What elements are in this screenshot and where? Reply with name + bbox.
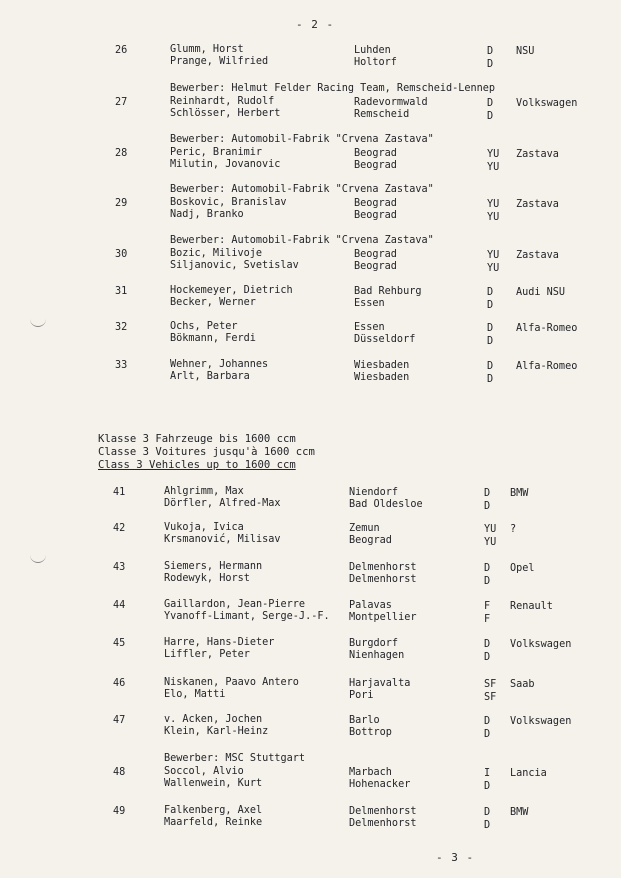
- page-number-top: - 2 -: [296, 18, 335, 31]
- driver-hometown: Nienhagen: [349, 650, 405, 661]
- driver-hometown: Beograd: [354, 210, 397, 221]
- driver-name: Bozic, Milivoje: [170, 248, 263, 259]
- car-make: BMW: [510, 807, 529, 818]
- class-header-line: Klasse 3 Fahrzeuge bis 1600 ccm: [98, 433, 296, 445]
- driver-hometown: Beograd: [354, 148, 397, 159]
- start-number: 48: [113, 767, 126, 778]
- driver-name: Rodewyk, Horst: [164, 573, 250, 584]
- driver-hometown: Harjavalta: [349, 678, 411, 689]
- driver-hometown: Niendorf: [349, 487, 399, 498]
- driver-name: Arlt, Barbara: [170, 371, 250, 382]
- car-make: Zastava: [516, 250, 559, 261]
- car-make: Zastava: [516, 199, 559, 210]
- entrant-sponsor: Bewerber: Automobil-Fabrik "Crvena Zastava": [170, 134, 434, 145]
- driver-nation: SF: [484, 679, 497, 690]
- driver-name: Harre, Hans-Dieter: [164, 637, 275, 648]
- start-number: 27: [115, 97, 128, 108]
- start-number: 43: [113, 562, 126, 573]
- driver-hometown: Bottrop: [349, 727, 392, 738]
- driver-hometown: Marbach: [349, 767, 392, 778]
- start-number: 45: [113, 638, 126, 649]
- car-make: Lancia: [510, 768, 547, 779]
- driver-name: Gaillardon, Jean-Pierre: [164, 599, 306, 610]
- driver-nation: D: [484, 652, 491, 663]
- entrant-sponsor: Bewerber: Helmut Felder Racing Team, Remscheid-Lennep: [170, 83, 496, 94]
- driver-nation: I: [484, 768, 491, 779]
- driver-hometown: Delmenhorst: [349, 562, 417, 573]
- driver-hometown: Pori: [349, 690, 374, 701]
- driver-hometown: Düsseldorf: [354, 334, 416, 345]
- class-header-line: Classe 3 Voitures jusqu'à 1600 ccm: [98, 446, 315, 458]
- driver-hometown: Beograd: [354, 261, 397, 272]
- driver-nation: D: [487, 46, 494, 57]
- driver-name: Ochs, Peter: [170, 321, 238, 332]
- driver-nation: D: [487, 287, 494, 298]
- car-make: NSU: [516, 46, 535, 57]
- driver-hometown: Remscheid: [354, 109, 410, 120]
- driver-hometown: Delmenhorst: [349, 574, 417, 585]
- driver-hometown: Bad Rehburg: [354, 286, 422, 297]
- driver-nation: D: [487, 111, 494, 122]
- driver-nation: D: [487, 59, 494, 70]
- driver-hometown: Barlo: [349, 715, 380, 726]
- driver-name: Klein, Karl-Heinz: [164, 726, 269, 737]
- driver-nation: D: [487, 361, 494, 372]
- car-make: Alfa-Romeo: [516, 361, 578, 372]
- driver-name: Maarfeld, Reinke: [164, 817, 263, 828]
- driver-hometown: Bad Oldesloe: [349, 499, 423, 510]
- driver-hometown: Delmenhorst: [349, 818, 417, 829]
- driver-nation: D: [484, 729, 491, 740]
- punch-hole-mark: [30, 552, 46, 563]
- driver-name: Hockemeyer, Dietrich: [170, 285, 293, 296]
- start-number: 49: [113, 806, 126, 817]
- driver-name: Peric, Branimir: [170, 147, 263, 158]
- driver-name: Falkenberg, Axel: [164, 805, 263, 816]
- driver-nation: D: [484, 820, 491, 831]
- driver-nation: D: [484, 639, 491, 650]
- start-number: 42: [113, 523, 126, 534]
- driver-name: Boskovic, Branislav: [170, 197, 287, 208]
- driver-name: Vukoja, Ivica: [164, 522, 244, 533]
- driver-nation: D: [484, 501, 491, 512]
- driver-nation: YU: [484, 537, 497, 548]
- page-number-bottom: - 3 -: [436, 851, 475, 864]
- car-make: Alfa-Romeo: [516, 323, 578, 334]
- car-make: Volkswagen: [510, 716, 572, 727]
- car-make: Volkswagen: [510, 639, 572, 650]
- driver-name: Niskanen, Paavo Antero: [164, 677, 299, 688]
- driver-hometown: Hohenacker: [349, 779, 411, 790]
- driver-nation: D: [484, 488, 491, 499]
- driver-name: Liffler, Peter: [164, 649, 250, 660]
- driver-hometown: Luhden: [354, 45, 391, 56]
- driver-nation: YU: [487, 250, 500, 261]
- driver-nation: D: [487, 323, 494, 334]
- entrant-sponsor: Bewerber: Automobil-Fabrik "Crvena Zastava": [170, 184, 434, 195]
- driver-name: Wehner, Johannes: [170, 359, 269, 370]
- driver-hometown: Beograd: [349, 535, 392, 546]
- start-number: 33: [115, 360, 128, 371]
- driver-hometown: Palavas: [349, 600, 392, 611]
- start-number: 29: [115, 198, 128, 209]
- car-make: Opel: [510, 563, 535, 574]
- driver-nation: YU: [484, 524, 497, 535]
- driver-name: Siljanovic, Svetislav: [170, 260, 299, 271]
- start-number: 26: [115, 45, 128, 56]
- driver-nation: F: [484, 614, 491, 625]
- start-number: 47: [113, 715, 126, 726]
- driver-name: Nadj, Branko: [170, 209, 244, 220]
- driver-name: Yvanoff-Limant, Serge-J.-F.: [164, 611, 330, 622]
- driver-name: Glumm, Horst: [170, 44, 244, 55]
- driver-nation: SF: [484, 692, 497, 703]
- car-make: ?: [510, 524, 517, 535]
- start-number: 41: [113, 487, 126, 498]
- driver-name: Becker, Werner: [170, 297, 256, 308]
- driver-name: Schlösser, Herbert: [170, 108, 281, 119]
- driver-nation: D: [487, 336, 494, 347]
- driver-hometown: Delmenhorst: [349, 806, 417, 817]
- driver-nation: D: [484, 781, 491, 792]
- car-make: Audi NSU: [516, 287, 566, 298]
- entrant-sponsor: Bewerber: MSC Stuttgart: [164, 753, 306, 764]
- driver-nation: F: [484, 601, 491, 612]
- start-number: 31: [115, 286, 128, 297]
- driver-nation: D: [484, 563, 491, 574]
- driver-name: Soccol, Alvio: [164, 766, 244, 777]
- driver-name: Ahlgrimm, Max: [164, 486, 244, 497]
- driver-nation: D: [484, 716, 491, 727]
- driver-hometown: Essen: [354, 298, 385, 309]
- driver-hometown: Essen: [354, 322, 385, 333]
- driver-name: Prange, Wilfried: [170, 56, 269, 67]
- start-number: 32: [115, 322, 128, 333]
- driver-name: Siemers, Hermann: [164, 561, 263, 572]
- driver-nation: D: [484, 807, 491, 818]
- driver-name: Elo, Matti: [164, 689, 226, 700]
- driver-nation: D: [487, 374, 494, 385]
- driver-hometown: Burgdorf: [349, 638, 399, 649]
- start-number: 44: [113, 600, 126, 611]
- driver-nation: YU: [487, 263, 500, 274]
- start-number: 30: [115, 249, 128, 260]
- driver-nation: D: [487, 300, 494, 311]
- driver-name: Reinhardt, Rudolf: [170, 96, 275, 107]
- driver-hometown: Zemun: [349, 523, 380, 534]
- driver-hometown: Montpellier: [349, 612, 417, 623]
- driver-nation: YU: [487, 149, 500, 160]
- driver-hometown: Holtorf: [354, 57, 397, 68]
- driver-name: Wallenwein, Kurt: [164, 778, 263, 789]
- driver-name: Milutin, Jovanovic: [170, 159, 281, 170]
- car-make: BMW: [510, 488, 529, 499]
- car-make: Saab: [510, 679, 535, 690]
- driver-nation: YU: [487, 212, 500, 223]
- start-number: 28: [115, 148, 128, 159]
- driver-hometown: Wiesbaden: [354, 372, 410, 383]
- punch-hole-mark: [30, 316, 46, 327]
- driver-hometown: Beograd: [354, 198, 397, 209]
- driver-nation: YU: [487, 162, 500, 173]
- driver-hometown: Radevormwald: [354, 97, 428, 108]
- driver-nation: D: [484, 576, 491, 587]
- car-make: Renault: [510, 601, 553, 612]
- driver-nation: YU: [487, 199, 500, 210]
- class-header-line: Class 3 Vehicles up to 1600 ccm: [98, 459, 296, 471]
- driver-name: Dörfler, Alfred-Max: [164, 498, 281, 509]
- start-number: 46: [113, 678, 126, 689]
- car-make: Volkswagen: [516, 98, 578, 109]
- car-make: Zastava: [516, 149, 559, 160]
- driver-hometown: Beograd: [354, 160, 397, 171]
- driver-name: Krsmanović, Milisav: [164, 534, 281, 545]
- entrant-sponsor: Bewerber: Automobil-Fabrik "Crvena Zastava": [170, 235, 434, 246]
- driver-name: v. Acken, Jochen: [164, 714, 263, 725]
- driver-name: Bökmann, Ferdi: [170, 333, 256, 344]
- driver-nation: D: [487, 98, 494, 109]
- driver-hometown: Beograd: [354, 249, 397, 260]
- driver-hometown: Wiesbaden: [354, 360, 410, 371]
